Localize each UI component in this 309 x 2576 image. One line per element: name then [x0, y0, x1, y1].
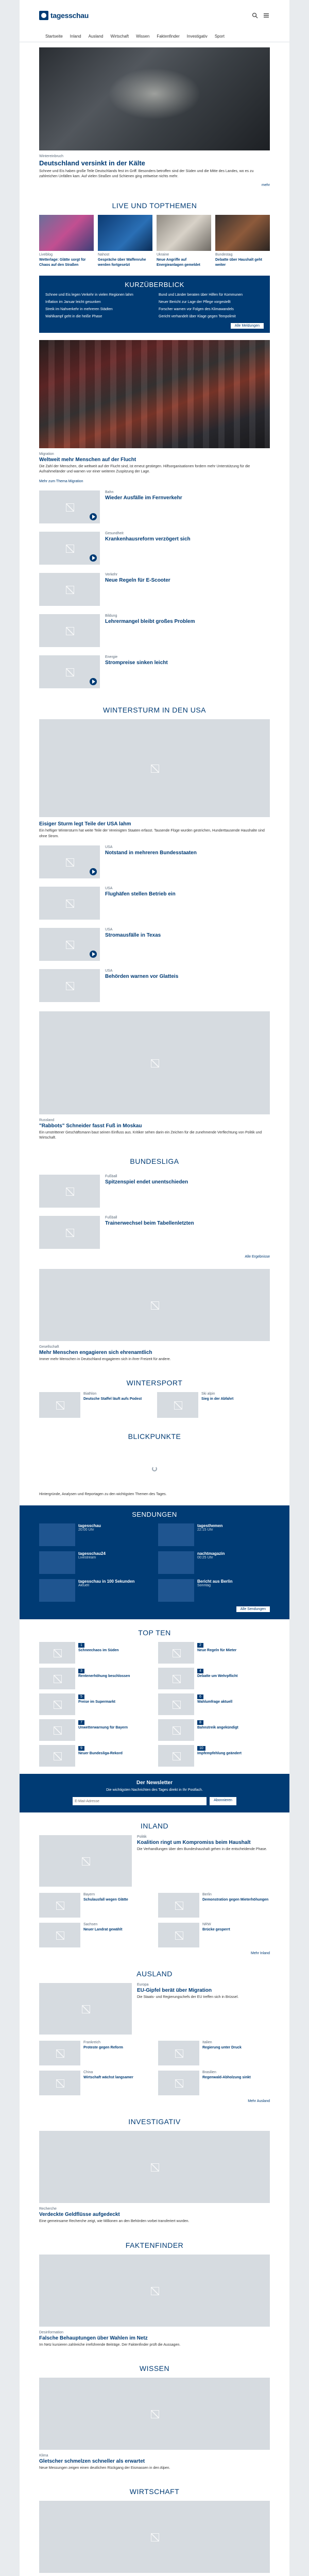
sendung-time: 00:25 Uhr	[197, 1556, 213, 1560]
sendung-label: tagesschau	[78, 1523, 101, 1529]
ausland-grid	[20, 2035, 289, 2095]
ausland-item[interactable]	[39, 2071, 151, 2095]
thumbnail	[39, 1642, 75, 1664]
wirtschaft-title: WIRTSCHAFT	[129, 2487, 180, 2496]
topten-rank: 1	[78, 1643, 84, 1648]
feature-2-teaser: Ein umstrittener Geschäftsmann baut seinen Einfluss aus. Kritiker sehen darin ein Zeichen für die zunehmende Verflechtung von Politik und Wirtschaft.	[39, 1130, 262, 1140]
feature-2	[20, 1006, 289, 1146]
ausland-lead-headline[interactable]: EU-Gipfel berät über Migration	[137, 1988, 212, 1994]
inland-lead-teaser: Die Verhandlungen über den Bundeshaushalt gehen in die entscheidende Phase.	[137, 1848, 267, 1852]
newsletter-text: Die wichtigsten Nachrichten des Tages direkt in Ihr Postfach.	[106, 1788, 203, 1792]
investigativ-lead	[20, 2131, 289, 2231]
thumbnail	[39, 1216, 100, 1249]
list-topline: Gesundheit	[105, 532, 124, 536]
list-topline: Bildung	[105, 614, 117, 618]
list-item[interactable]	[20, 965, 289, 1006]
sendungen-title: SENDUNGEN	[132, 1511, 177, 1519]
live-grid	[20, 215, 289, 268]
list-headline: Stromausfälle in Texas	[105, 932, 161, 938]
sendung-item[interactable]	[39, 1551, 151, 1574]
live-topline: Liveblog	[39, 253, 53, 257]
wirtschaft-image[interactable]	[39, 2501, 270, 2573]
nav-item[interactable]: Startseite	[45, 34, 63, 39]
investigativ-title: INVESTIGATIV	[128, 2117, 181, 2126]
kurz-item[interactable]: Wahlkampf geht in die heiße Phase	[45, 314, 102, 318]
sendung-item[interactable]	[158, 1523, 270, 1546]
list-topline: Fußball	[105, 1174, 117, 1178]
wissen-image[interactable]	[39, 2378, 270, 2450]
feature-image[interactable]	[39, 340, 270, 448]
investigativ-teaser: Eine gemeinsame Recherche zeigt, wie Millionen an den Behörden vorbei transferiert wurden.	[39, 2219, 190, 2224]
inland-more-link[interactable]: Mehr Inland	[251, 1952, 270, 1956]
play-icon	[90, 951, 97, 958]
thumbnail	[158, 1693, 194, 1715]
topten-item[interactable]	[158, 1668, 270, 1689]
thumbnail	[39, 614, 100, 647]
topten-item[interactable]	[39, 1693, 151, 1715]
logo-icon	[39, 11, 48, 20]
sendung-item[interactable]	[158, 1579, 270, 1602]
kurz-item[interactable]: Schnee und Eis legen Verkehr in vielen Regionen lahm	[45, 293, 133, 297]
single-image[interactable]	[39, 1269, 270, 1341]
inland-grid	[20, 1887, 289, 1947]
sendungen-more-button[interactable]: Alle Sendungen	[236, 1606, 270, 1612]
item-headline: Proteste gegen Reform	[83, 2046, 124, 2050]
bundesliga-more-link[interactable]: Alle Ergebnisse	[245, 1255, 270, 1259]
nav-item[interactable]: Investigativ	[186, 34, 208, 39]
thumbnail	[39, 1693, 75, 1715]
sendung-label: Bericht aus Berlin	[197, 1579, 233, 1584]
play-icon	[90, 554, 97, 562]
thumbnail	[39, 928, 100, 961]
ausland-lead-image[interactable]	[39, 1983, 132, 2035]
item-topline: Berlin	[202, 1893, 212, 1897]
sendung-time: Sonntag	[197, 1584, 211, 1588]
sendung-time: Aktuell	[78, 1584, 90, 1588]
feature-2-topline: Russland	[39, 1118, 55, 1122]
header-icons	[251, 11, 270, 19]
kurz-item[interactable]: Bund und Länder beraten über Hilfen für Kommunen	[159, 293, 243, 297]
topten-rank: 8	[197, 1720, 203, 1725]
inland-title: INLAND	[140, 1822, 169, 1831]
thumbnail	[158, 1579, 194, 1602]
inland-item[interactable]	[158, 1893, 270, 1918]
thumbnail	[39, 845, 100, 878]
list-topline: Fußball	[105, 1215, 117, 1219]
topten-headline: Unwetterwarnung für Bayern	[78, 1726, 128, 1730]
sendung-time: 20:00 Uhr	[78, 1528, 94, 1532]
thumbnail	[39, 573, 100, 606]
feature-headline[interactable]: Weltweit mehr Menschen auf der Flucht	[39, 457, 136, 463]
sendung-time: 22:15 Uhr	[197, 1528, 213, 1532]
thumbnail	[158, 1719, 194, 1741]
live-image	[215, 215, 270, 251]
ausland-lead	[20, 1983, 289, 2035]
topten-rank: 4	[197, 1669, 203, 1673]
ws-topline: Biathlon	[83, 1392, 97, 1396]
thumbnail	[39, 1392, 80, 1418]
list-topline: Bahn	[105, 490, 114, 495]
item-topline: Brasilien	[202, 2071, 216, 2075]
list-2	[20, 841, 289, 1006]
live-headline: Debatte über Haushalt geht weiter	[215, 258, 263, 267]
list-topline: USA	[105, 969, 113, 973]
hero-topline: Wintereinbruch	[39, 155, 64, 158]
item-topline: Bayern	[83, 1893, 95, 1897]
live-image	[39, 215, 94, 251]
thumbnail	[39, 490, 100, 523]
topten-rank: 9	[78, 1746, 84, 1751]
topten-rank: 3	[78, 1669, 84, 1673]
list-item[interactable]	[20, 883, 289, 924]
thumbnail	[39, 1923, 80, 1947]
nav-item[interactable]: Faktenfinder	[157, 34, 180, 39]
item-headline: Wirtschaft wächst langsamer	[83, 2076, 133, 2080]
thumbnail	[158, 1642, 194, 1664]
nav-item[interactable]: Wirtschaft	[110, 34, 129, 39]
feature-link[interactable]: Mehr zum Thema Migration	[39, 480, 83, 484]
ausland-item[interactable]	[158, 2041, 270, 2065]
item-headline: Regierung unter Druck	[202, 2046, 242, 2050]
topten-grid	[20, 1642, 289, 1774]
list-topline: USA	[105, 927, 113, 931]
list-item[interactable]	[20, 610, 289, 651]
thumbnail	[158, 1745, 194, 1767]
wissen-topline: Klima	[39, 2453, 48, 2458]
play-icon	[90, 513, 97, 520]
thumbnail	[158, 1523, 194, 1546]
content	[20, 0, 289, 2576]
list-item[interactable]	[20, 1171, 289, 1212]
topten-headline: Wahlumfrage aktuell	[197, 1700, 233, 1704]
thumbnail	[158, 1893, 199, 1918]
topten-item[interactable]	[39, 1719, 151, 1741]
list-1	[20, 486, 289, 692]
thumbnail	[39, 1579, 75, 1602]
item-topline: Sachsen	[83, 1923, 98, 1927]
investigativ-headline[interactable]: Verdeckte Geldflüsse aufgedeckt	[39, 2212, 120, 2218]
hero-headline[interactable]: Deutschland versinkt in der Kälte	[39, 159, 145, 167]
main-nav	[20, 31, 289, 42]
topten-item[interactable]	[39, 1668, 151, 1689]
topten-item[interactable]	[158, 1642, 270, 1664]
thumbnail	[39, 1745, 75, 1767]
sendung-label: tagesthemen	[197, 1523, 223, 1529]
newsletter-subscribe-button[interactable]: Abonnieren	[210, 1797, 236, 1805]
hero-teaser: Schnee und Eis haben große Teile Deutschlands fest im Griff. Besonders betroffen sind der Süden und die Mitte des Landes, wo es zu zahlreichen Unfällen kam. Auf vielen Straßen und Schienen ging zeitweise nichts mehr.	[39, 170, 254, 179]
nav-item[interactable]: Sport	[214, 34, 225, 39]
sendungen-box	[20, 1505, 289, 1619]
sendung-item[interactable]	[39, 1523, 151, 1546]
winter-usa-lead	[20, 719, 289, 841]
topten-title: TOP TEN	[138, 1629, 171, 1637]
topten-rank: 2	[197, 1643, 203, 1648]
inland-lead-topline: Politik	[137, 1835, 147, 1839]
list-item[interactable]	[20, 569, 289, 610]
winter-usa-image[interactable]	[39, 719, 270, 817]
list-headline: Trainerwechsel beim Tabellenletzten	[105, 1220, 194, 1226]
inland-lead-headline[interactable]: Koalition ringt um Kompromiss beim Haushalt	[137, 1840, 251, 1846]
kurz-item[interactable]: Streik im Nahverkehr in mehreren Städten	[45, 307, 113, 311]
list-item[interactable]	[20, 528, 289, 569]
thumbnail	[39, 1551, 75, 1574]
logo-text: tagesschau	[50, 11, 89, 20]
item-headline: Schulausfall wegen Glätte	[83, 1898, 128, 1902]
topten-headline: Rentenerhöhung beschlossen	[78, 1674, 130, 1679]
live-headline: Gespräche über Waffenruhe werden fortgesetzt	[98, 258, 146, 267]
wissen-teaser: Neue Messungen zeigen einen deutlichen Rückgang der Eismassen in den Alpen.	[39, 2466, 170, 2470]
faktenfinder-title: FAKTENFINDER	[125, 2241, 184, 2249]
inland-item[interactable]	[39, 1893, 151, 1918]
thumbnail	[39, 887, 100, 920]
list-topline: Verkehr	[105, 573, 118, 577]
sendung-item[interactable]	[158, 1551, 270, 1574]
logo[interactable]	[39, 11, 89, 20]
wirtschaft-lead	[20, 2501, 289, 2576]
sendungen-grid	[39, 1523, 270, 1602]
list-headline: Lehrermangel bleibt großes Problem	[105, 619, 195, 625]
wissen-lead	[20, 2378, 289, 2478]
nav-item[interactable]: Inland	[70, 34, 81, 39]
ausland-lead-topline: Europa	[137, 1983, 149, 1987]
thumbnail	[39, 655, 100, 688]
ausland-lead-teaser: Die Staats- und Regierungschefs der EU treffen sich in Brüssel.	[137, 1995, 239, 1999]
list-headline: Flughäfen stellen Betrieb ein	[105, 891, 176, 897]
play-icon	[90, 868, 97, 875]
list-item[interactable]	[20, 924, 289, 965]
sendung-label: tagesschau in 100 Sekunden	[78, 1579, 135, 1584]
single-teaser	[20, 1264, 289, 1367]
thumbnail	[158, 1668, 194, 1689]
inland-item[interactable]	[39, 1923, 151, 1947]
faktenfinder-teaser: Im Netz kursieren zahlreiche irreführende Beiträge. Der Faktenfinder prüft die Aussagen.	[39, 2343, 181, 2347]
hero-more-link[interactable]: mehr	[262, 183, 270, 188]
topten-item[interactable]	[158, 1693, 270, 1715]
kurz-item[interactable]: Gericht verhandelt über Klage gegen Tempolimit	[159, 314, 236, 318]
inland-lead-image[interactable]	[39, 1835, 132, 1887]
thumbnail	[39, 1175, 100, 1208]
winter-usa-headline[interactable]: Eisiger Sturm legt Teile der USA lahm	[39, 821, 131, 827]
play-icon	[90, 678, 97, 685]
faktenfinder-headline[interactable]: Falsche Behauptungen über Wahlen im Netz	[39, 2335, 148, 2341]
faktenfinder-lead	[20, 2255, 289, 2355]
topten-rank: 5	[78, 1694, 84, 1699]
list-headline: Notstand in mehreren Bundesstaaten	[105, 850, 197, 856]
kurz-item[interactable]: Forscher warnen vor Folgen des Klimawandels	[159, 307, 234, 311]
list-topline: USA	[105, 886, 113, 890]
sendung-label: nachtmagazin	[197, 1551, 225, 1556]
thumbnail	[39, 532, 100, 565]
topten-item[interactable]	[158, 1745, 270, 1767]
nav-item[interactable]: Wissen	[136, 34, 150, 39]
faktenfinder-topline: Desinformation	[39, 2330, 64, 2334]
live-headline: Wetterlage: Glätte sorgt für Chaos auf den Straßen	[39, 258, 86, 267]
feature-teaser: Die Zahl der Menschen, die weltweit auf der Flucht sind, ist erneut gestiegen. Hilfsorganisationen fordern mehr Unterstützung für die Aufnahmeländer und warnen vor einer weiteren Zuspitzung der Lage.	[39, 465, 250, 474]
ausland-item[interactable]	[39, 2041, 151, 2065]
live-topline: Nahost	[98, 253, 110, 257]
bundesliga-title: BUNDESLIGA	[130, 1157, 179, 1165]
ausland-item[interactable]	[158, 2071, 270, 2095]
sendung-label: tagesschau24	[78, 1551, 106, 1556]
newsletter-email-input[interactable]	[73, 1797, 207, 1805]
live-title: LIVE UND TOPTHEMEN	[112, 201, 197, 210]
topten-item[interactable]	[158, 1719, 270, 1741]
live-item[interactable]	[215, 215, 270, 268]
hero-image[interactable]	[39, 47, 270, 150]
live-topline: Bundestag	[215, 253, 233, 257]
item-topline: Italien	[202, 2041, 212, 2045]
thumbnail	[39, 2041, 80, 2065]
topten-headline: Schneechaos im Süden	[78, 1649, 119, 1653]
topten-headline: Bahnstreik angekündigt	[197, 1726, 238, 1730]
blickpunkte-text: Hintergründe, Analysen und Reportagen zu den wichtigsten Themen des Tages.	[39, 1493, 167, 1497]
item-topline: NRW	[202, 1923, 211, 1927]
kurz-box	[39, 276, 270, 333]
item-headline: Demonstration gegen Mieterhöhungen	[202, 1898, 269, 1902]
topten-rank: 10	[197, 1746, 205, 1751]
thumbnail	[39, 1719, 75, 1741]
list-item[interactable]	[20, 841, 289, 883]
kurz-more-button[interactable]: Alle Meldungen	[231, 323, 264, 329]
blickpunkte-title: BLICKPUNKTE	[128, 1432, 181, 1441]
item-topline: Frankreich	[83, 2041, 101, 2045]
thumbnail	[39, 2071, 80, 2095]
single-topline: Gesellschaft	[39, 1345, 59, 1349]
ws-headline: Deutsche Staffel läuft aufs Podest	[83, 1397, 142, 1401]
hero	[20, 42, 289, 181]
thumbnail	[39, 1668, 75, 1689]
investigativ-image[interactable]	[39, 2131, 270, 2203]
topten-headline: Impfempfehlung geändert	[197, 1752, 242, 1756]
list-topline: USA	[105, 845, 113, 849]
wintersport-item[interactable]	[39, 1392, 152, 1418]
bundesliga-list	[20, 1171, 289, 1253]
list-headline: Behörden warnen vor Glatteis	[105, 973, 179, 979]
list-headline: Neue Regeln für E-Scooter	[105, 578, 170, 584]
inland-lead	[20, 1835, 289, 1887]
thumbnail	[158, 1551, 194, 1574]
thumbnail	[158, 2041, 199, 2065]
topten-headline: Preise im Supermarkt	[78, 1700, 115, 1704]
kurz-list	[45, 293, 264, 320]
topten-headline: Neue Regeln für Mieter	[197, 1649, 237, 1653]
live-headline: Neue Angriffe auf Energieanlagen gemeldet	[157, 258, 200, 267]
ausland-more-link[interactable]: Mehr Ausland	[248, 2099, 270, 2104]
live-image	[98, 215, 152, 251]
thumbnail	[157, 1392, 198, 1418]
list-item[interactable]	[20, 1212, 289, 1253]
newsletter-title: Der Newsletter	[136, 1780, 173, 1786]
search-icon[interactable]	[251, 11, 259, 19]
thumbnail	[39, 1523, 75, 1546]
nav-item[interactable]: Ausland	[88, 34, 104, 39]
sendung-time: Livestream	[78, 1556, 96, 1560]
thumbnail	[39, 1893, 80, 1918]
list-headline: Krankenhausreform verzögert sich	[105, 536, 191, 543]
single-teaser-text: Immer mehr Menschen in Deutschland engagieren sich in ihrer Freizeit für andere.	[39, 1357, 171, 1361]
topten-rank: 7	[78, 1720, 84, 1725]
investigativ-topline: Recherche	[39, 2207, 57, 2211]
live-topline: Ukraine	[157, 253, 169, 257]
list-topline: Energie	[105, 655, 118, 659]
list-item[interactable]	[20, 651, 289, 692]
live-item[interactable]	[98, 215, 152, 268]
wissen-title: WISSEN	[139, 2364, 170, 2372]
thumbnail	[158, 1923, 199, 1947]
winter-usa-title: WINTERSTURM IN DEN USA	[103, 706, 206, 715]
sendung-item[interactable]	[39, 1579, 151, 1602]
live-image	[157, 215, 211, 251]
list-headline: Wieder Ausfälle im Fernverkehr	[105, 495, 182, 501]
ausland-title: AUSLAND	[136, 1970, 173, 1978]
winter-usa-teaser: Ein heftiger Wintersturm hat weite Teile der Vereinigten Staaten erfasst. Tausende Flüge wurden gestrichen, Hunderttausende Haushalte sind ohne Strom.	[39, 829, 265, 838]
faktenfinder-image[interactable]	[39, 2255, 270, 2327]
item-headline: Neuer Landrat gewählt	[83, 1928, 123, 1932]
topten-item[interactable]	[39, 1642, 151, 1664]
kurz-title: KURZÜBERBLICK	[125, 280, 184, 289]
item-headline: Regenwald-Abholzung sinkt	[202, 2076, 251, 2080]
thumbnail	[39, 969, 100, 1002]
feature-2-image[interactable]	[39, 1011, 270, 1114]
newsletter-box	[20, 1774, 289, 1812]
single-headline[interactable]: Mehr Menschen engagieren sich ehrenamtlich	[39, 1349, 152, 1355]
menu-icon[interactable]	[263, 11, 270, 19]
wintersport-item[interactable]	[157, 1392, 270, 1418]
thumbnail	[158, 2071, 199, 2095]
wintersport-grid	[20, 1392, 289, 1423]
item-topline: China	[83, 2071, 93, 2075]
feature-topline: Migration	[39, 452, 54, 456]
blickpunkte-loading	[20, 1446, 289, 1492]
list-headline: Strompreise sinken leicht	[105, 660, 168, 666]
list-item[interactable]	[20, 486, 289, 528]
live-item[interactable]	[39, 215, 94, 268]
loading-spinner-icon	[152, 1466, 157, 1471]
feature-2-headline[interactable]: "Rabbots" Schneider fasst Fuß in Moskau	[39, 1123, 142, 1129]
topten-item[interactable]	[39, 1745, 151, 1767]
feature	[20, 333, 289, 477]
wissen-headline[interactable]: Gletscher schmelzen schneller als erwartet	[39, 2458, 145, 2464]
live-item[interactable]	[157, 215, 211, 268]
wintersport-title: WINTERSPORT	[126, 1379, 183, 1387]
site-header	[20, 0, 289, 31]
topten-headline: Debatte um Wehrpflicht	[197, 1674, 238, 1679]
kurz-item[interactable]: Inflation im Januar leicht gesunken	[45, 300, 101, 304]
ws-headline: Sieg in der Abfahrt	[201, 1397, 234, 1401]
item-headline: Brücke gesperrt	[202, 1928, 230, 1932]
list-headline: Spitzenspiel endet unentschieden	[105, 1179, 188, 1185]
ws-topline: Ski alpin	[201, 1392, 215, 1396]
topten-rank: 6	[197, 1694, 203, 1699]
topten-headline: Neuer Bundesliga-Rekord	[78, 1752, 123, 1756]
inland-item[interactable]	[158, 1923, 270, 1947]
kurz-item[interactable]: Neuer Bericht zur Lage der Pflege vorgestellt	[159, 300, 231, 304]
